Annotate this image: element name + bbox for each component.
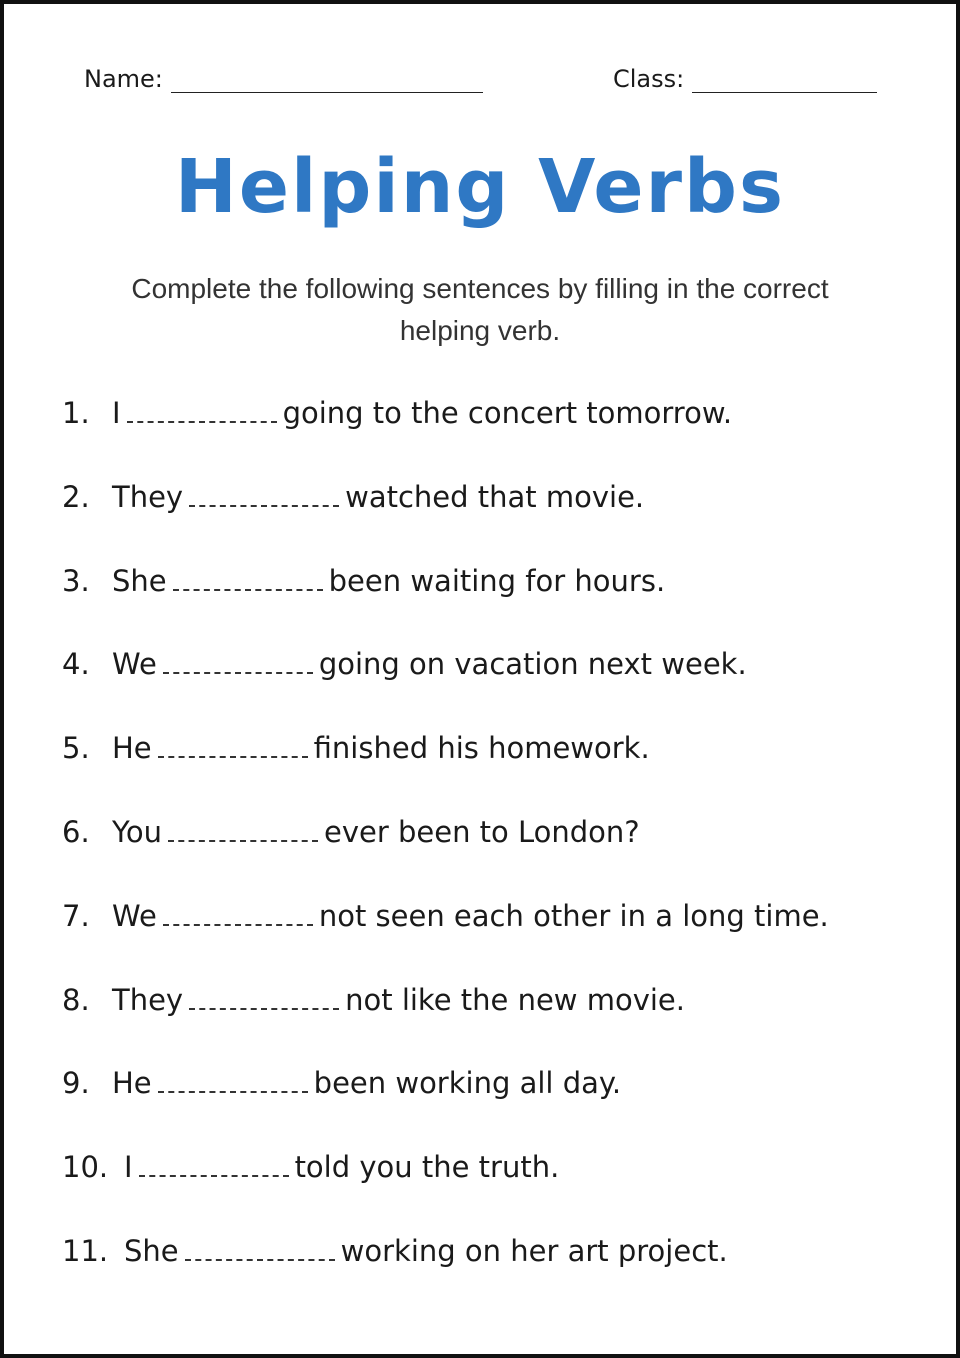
sentence-item — [62, 731, 942, 815]
answer-blank[interactable] — [163, 662, 313, 674]
class-label: Class: — [613, 65, 685, 93]
sentence-item — [62, 1066, 942, 1150]
answer-blank[interactable] — [158, 746, 308, 758]
item-subject: They — [112, 982, 184, 1017]
item-text: been waiting for hours. — [328, 563, 666, 598]
item-number: 8. — [62, 982, 90, 1017]
item-subject: I — [112, 396, 121, 430]
instructions: Complete the following sentences by filling in the correct helping verb. — [131, 273, 829, 346]
answer-blank[interactable] — [173, 579, 323, 591]
item-number: 4. — [62, 647, 90, 682]
sentence-item — [62, 480, 942, 564]
worksheet-title: Helping Verbs — [174, 144, 786, 230]
item-text: going on vacation next week. — [318, 647, 747, 682]
item-text: not seen each other in a long time. — [318, 898, 829, 933]
name-label: Name: — [84, 65, 163, 93]
answer-blank[interactable] — [189, 998, 339, 1010]
item-number: 6. — [62, 814, 90, 849]
sentence-item — [62, 647, 942, 731]
item-text: not like the new movie. — [345, 982, 685, 1017]
sentence-item — [62, 815, 942, 899]
answer-blank[interactable] — [158, 1081, 308, 1093]
answer-blank[interactable] — [163, 914, 313, 926]
name-input-line[interactable] — [171, 64, 483, 93]
item-text: watched that movie. — [345, 479, 645, 514]
item-number: 11. — [62, 1233, 109, 1268]
sentence-list — [62, 396, 942, 1318]
item-text: ever been to London? — [324, 814, 640, 849]
answer-blank[interactable] — [168, 830, 318, 842]
item-number: 7. — [62, 898, 90, 933]
item-text: told you the truth. — [294, 1150, 560, 1185]
answer-blank[interactable] — [185, 1249, 335, 1261]
item-number: 9. — [62, 1066, 90, 1101]
item-subject: I — [124, 1150, 133, 1185]
sentence-item — [62, 983, 942, 1067]
class-input-line[interactable] — [692, 64, 877, 93]
answer-blank[interactable] — [139, 1165, 289, 1177]
item-subject: She — [112, 563, 167, 598]
item-text: been working all day. — [313, 1066, 622, 1101]
answer-blank[interactable] — [127, 411, 277, 423]
item-subject: He — [112, 1066, 152, 1101]
item-number: 10. — [62, 1150, 109, 1185]
item-text: finished his homework. — [313, 731, 650, 766]
sentence-item — [62, 899, 942, 983]
sentence-item — [62, 1150, 942, 1234]
item-subject: They — [112, 479, 184, 514]
item-text: going to the concert tomorrow. — [282, 396, 733, 430]
sentence-item — [62, 564, 942, 648]
name-field — [84, 64, 483, 93]
item-subject: You — [112, 814, 162, 849]
item-subject: We — [112, 647, 157, 682]
sentence-item — [62, 1234, 942, 1318]
item-subject: He — [112, 731, 152, 766]
item-subject: She — [124, 1233, 179, 1268]
item-number: 1. — [62, 396, 90, 430]
sentence-item — [62, 396, 942, 480]
item-number: 5. — [62, 731, 90, 766]
item-number: 3. — [62, 563, 90, 598]
class-field — [613, 64, 877, 93]
answer-blank[interactable] — [189, 495, 339, 507]
item-subject: We — [112, 898, 157, 933]
item-number: 2. — [62, 479, 90, 514]
item-text: working on her art project. — [340, 1233, 728, 1268]
